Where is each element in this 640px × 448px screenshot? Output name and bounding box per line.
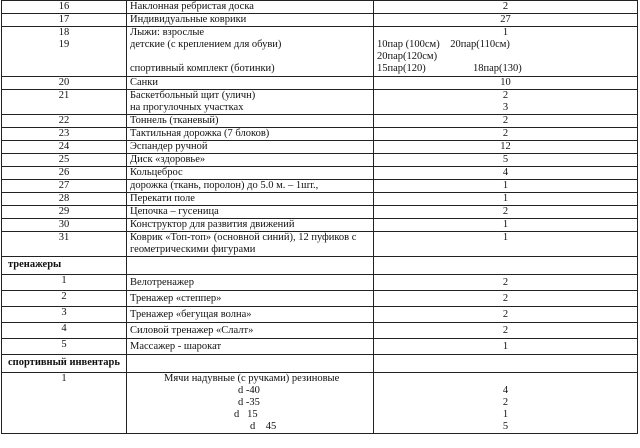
ball-size: d 15 <box>234 409 258 420</box>
item-quantity: 1 <box>374 339 638 355</box>
row-number: 4 <box>2 323 127 339</box>
item-quantity: 2 <box>374 1 638 14</box>
table-row <box>2 206 638 219</box>
item-quantity: 1 <box>374 219 638 232</box>
table-row <box>2 291 638 307</box>
table-row <box>2 275 638 291</box>
row-number: 27 <box>2 180 127 193</box>
ball-size: d -40 <box>238 385 260 396</box>
table-row <box>2 219 638 232</box>
row-number: 1 <box>2 373 127 434</box>
item-name-line: Баскетбольный щит (уличн) <box>130 90 256 101</box>
item-name <box>127 90 374 115</box>
item-quantity: 10 <box>374 77 638 90</box>
item-name: Диск «здоровье» <box>127 154 374 167</box>
item-quantity: 1 <box>374 232 638 257</box>
table-row <box>2 373 638 434</box>
quantity-line: 1 <box>502 27 509 38</box>
table-row <box>2 180 638 193</box>
item-name: Велотренажер <box>127 275 374 291</box>
empty-cell <box>374 257 638 275</box>
row-number: 20 <box>2 77 127 90</box>
item-quantity: 2 <box>374 206 638 219</box>
item-name-line: Коврик «Топ-топ» (основной синий), 12 пуфиков с <box>130 232 357 243</box>
item-quantity: 27 <box>374 14 638 27</box>
item-name: Тренажер «степпер» <box>127 291 374 307</box>
quantity-line: 15пар(120) 18пар(130) <box>377 63 522 74</box>
row-number: 28 <box>2 193 127 206</box>
item-name <box>127 232 374 257</box>
row-number: 3 <box>2 307 127 323</box>
item-name <box>127 373 374 434</box>
row-number: 21 <box>2 90 127 115</box>
item-name: Перекати поле <box>127 193 374 206</box>
row-number: 22 <box>2 115 127 128</box>
table-row <box>2 193 638 206</box>
row-number: 2 <box>2 291 127 307</box>
table-row <box>2 141 638 154</box>
item-quantity: 2 <box>374 128 638 141</box>
row-number: 23 <box>2 128 127 141</box>
row-number: 31 <box>2 232 127 257</box>
table-row <box>2 1 638 14</box>
table-row <box>2 167 638 180</box>
quantity-line: 2 <box>502 90 509 101</box>
table-row <box>2 14 638 27</box>
item-quantity: 2 <box>374 291 638 307</box>
item-name: Индивидуальные коврики <box>127 14 374 27</box>
item-quantity: 1 <box>374 193 638 206</box>
row-number: 29 <box>2 206 127 219</box>
row-number-18: 18 <box>58 27 70 38</box>
item-name: Тоннель (тканевый) <box>127 115 374 128</box>
item-quantity: 2 <box>374 275 638 291</box>
row-number: 30 <box>2 219 127 232</box>
item-quantity: 2 <box>374 307 638 323</box>
row-number-19: 19 <box>58 39 70 50</box>
row-number: 25 <box>2 154 127 167</box>
quantity-line: 4 <box>502 385 509 396</box>
item-name <box>127 27 374 77</box>
row-number: 26 <box>2 167 127 180</box>
row-number: 17 <box>2 14 127 27</box>
empty-cell <box>374 355 638 373</box>
empty-cell <box>127 355 374 373</box>
table-row <box>2 232 638 257</box>
item-name: Силовой тренажер «Слалт» <box>127 323 374 339</box>
item-name: Массажер - шарокат <box>127 339 374 355</box>
item-name-line: Лыжи: взрослые <box>130 27 205 38</box>
section-title: спортивный инвентарь <box>2 355 127 373</box>
item-name: Конструктор для развития движений <box>127 219 374 232</box>
row-number: 5 <box>2 339 127 355</box>
item-name: дорожка (ткань, поролон) до 5.0 м. – 1шт., <box>127 180 374 193</box>
table-row <box>2 77 638 90</box>
item-name-line: на прогулочных участках <box>130 102 244 113</box>
item-quantity: 5 <box>374 154 638 167</box>
item-name: Санки <box>127 77 374 90</box>
item-name-line <box>130 51 370 63</box>
section-row-sport <box>2 355 638 373</box>
table-row <box>2 307 638 323</box>
item-quantity <box>374 90 638 115</box>
item-quantity: 1 <box>374 180 638 193</box>
quantity-line: 5 <box>502 421 509 432</box>
item-quantity <box>374 373 638 434</box>
row-number: 1 <box>2 275 127 291</box>
item-quantity: 2 <box>374 115 638 128</box>
ball-size: d -35 <box>238 397 260 408</box>
table-row <box>2 115 638 128</box>
item-name-line: детские (с креплением для обуви) <box>130 39 282 50</box>
item-quantity: 12 <box>374 141 638 154</box>
item-name-line: спортивный комплект (ботинки) <box>130 63 275 74</box>
item-quantity: 2 <box>374 323 638 339</box>
table-row <box>2 154 638 167</box>
row-number <box>2 27 127 77</box>
row-number: 24 <box>2 141 127 154</box>
item-name-line: геометрическими фигурами <box>130 244 256 255</box>
table-row <box>2 323 638 339</box>
quantity-line: 10пар (100см) 20пар(110см) <box>377 39 510 50</box>
table-row <box>2 128 638 141</box>
quantity-line: 20пар(120см) <box>377 51 438 62</box>
row-number: 16 <box>2 1 127 14</box>
item-name: Цепочка – гусеница <box>127 206 374 219</box>
quantity-line: 3 <box>502 102 509 113</box>
item-quantity: 4 <box>374 167 638 180</box>
table-row <box>2 339 638 355</box>
item-name: Наклонная ребристая доска <box>127 1 374 14</box>
equipment-table <box>1 0 638 434</box>
ball-size: d 45 <box>250 421 277 432</box>
item-title: Мячи надувные (с ручками) резиновые <box>164 373 340 384</box>
item-name: Тактильная дорожка (7 блоков) <box>127 128 374 141</box>
item-name: Кольцеброс <box>127 167 374 180</box>
table-row <box>2 90 638 115</box>
item-quantity <box>374 27 638 77</box>
section-row-trainers <box>2 257 638 275</box>
item-name: Эспандер ручной <box>127 141 374 154</box>
quantity-line: 1 <box>502 409 509 420</box>
section-title: тренажеры <box>2 257 127 275</box>
empty-cell <box>127 257 374 275</box>
item-name: Тренажер «бегущая волна» <box>127 307 374 323</box>
table-row <box>2 27 638 77</box>
quantity-line: 2 <box>502 397 509 408</box>
